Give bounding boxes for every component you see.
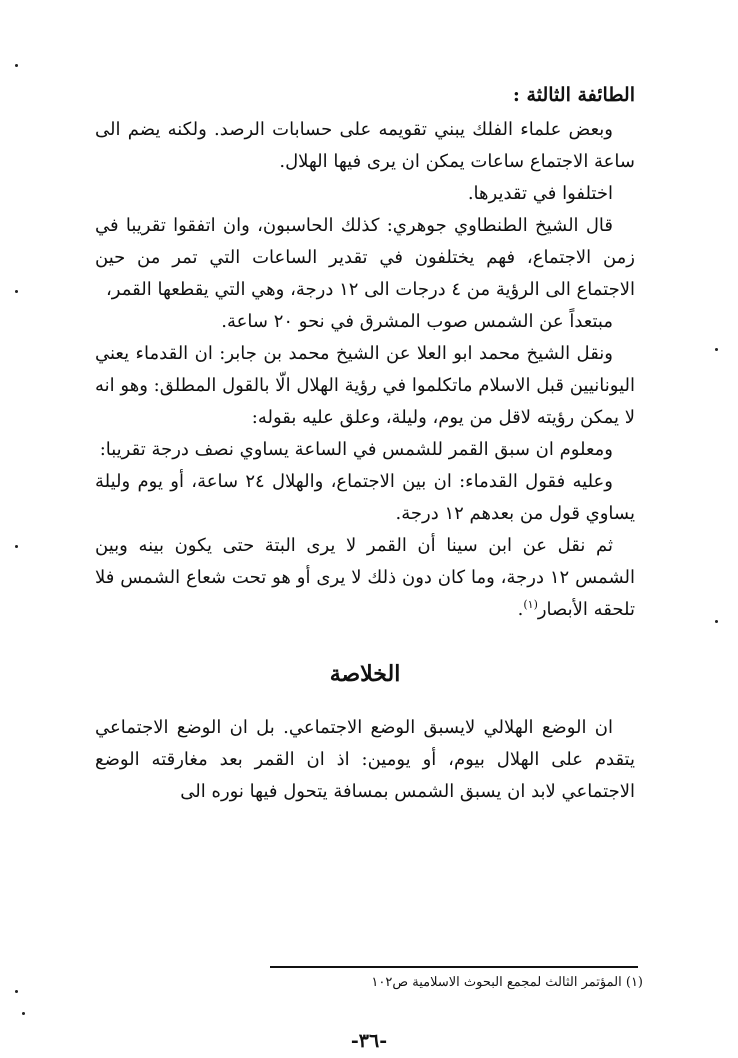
scan-speck bbox=[715, 620, 718, 623]
paragraph: ومعلوم ان سبق القمر للشمس في الساعة يساوي نصف درجة تقريبا: bbox=[99, 439, 613, 460]
conclusion-paragraph: ان الوضع الهلالي لايسبق الوضع الاجتماعي. بل ان الوضع الاجتماعي يتقدم على الهلال بيوم، أو يومين: اذ ان القمر بعد مغارقته الوضع الاجتماعي لابد ان يسبق الشمس بمسافة يتحول فيها نوره الى bbox=[95, 717, 635, 802]
page-number: -٣٦- bbox=[350, 1030, 388, 1052]
paragraph-text: ثم نقل عن ابن سينا أن القمر لا يرى البتة حتى يكون بينه وبين الشمس ١٢ درجة، وما كان دون ذلك لا يرى أو هو تحت شعاع الشمس فلا تلحقه الأبصار bbox=[95, 535, 635, 620]
scan-speck bbox=[22, 1012, 25, 1015]
paragraph: قال الشيخ الطنطاوي جوهري: كذلك الحاسبون، وان اتفقوا تقريبا في زمن الاجتماع، فهم يختلفون في تقدير الساعات التي تمر من حين الاجتماع الى الرؤية من ٤ درجات الى ١٢ درجة، وهي التي يقطعها القمر، bbox=[95, 215, 635, 300]
footnote: (١) المؤتمر الثالث لمجمع البحوث الاسلامية ص١٠٢ bbox=[371, 975, 643, 990]
paragraph: اختلفوا في تقديرها. bbox=[467, 183, 613, 204]
paragraph-end: . bbox=[517, 599, 524, 620]
footnote-marker: (١) bbox=[523, 598, 538, 611]
section-title: الخلاصة bbox=[329, 661, 401, 687]
paragraph: ونقل الشيخ محمد ابو العلا عن الشيخ محمد بن جابر: ان القدماء يعني اليونانيين قبل الاسلام ماتكلموا في رؤية الهلال الّا بالقول المطلق: وهو انه لا يمكن رؤيته لاقل من يوم، وليلة، وعلق عليه بقوله: bbox=[95, 343, 635, 428]
scan-speck bbox=[15, 290, 18, 293]
scan-speck bbox=[715, 348, 718, 351]
footnote-divider bbox=[270, 966, 638, 968]
paragraph: وعليه فقول القدماء: ان بين الاجتماع، والهلال ٢٤ ساعة، أو يوم وليلة يساوي قول من بعدهم ١٢ درجة. bbox=[95, 471, 635, 524]
scan-speck bbox=[15, 64, 18, 67]
section-heading: الطائفة الثالثة : bbox=[512, 84, 635, 106]
paragraph: وبعض علماء الفلك يبني تقويمه على حسابات الرصد. ولكنه يضم الى ساعة الاجتماع ساعات يمكن ان يرى فيها الهلال. bbox=[95, 119, 635, 172]
scan-speck bbox=[15, 990, 18, 993]
paragraph: مبتعداً عن الشمس صوب المشرق في نحو ٢٠ ساعة. bbox=[221, 311, 613, 332]
page-body bbox=[95, 80, 635, 808]
scan-speck bbox=[15, 545, 18, 548]
paragraph-with-footnote bbox=[95, 530, 635, 626]
